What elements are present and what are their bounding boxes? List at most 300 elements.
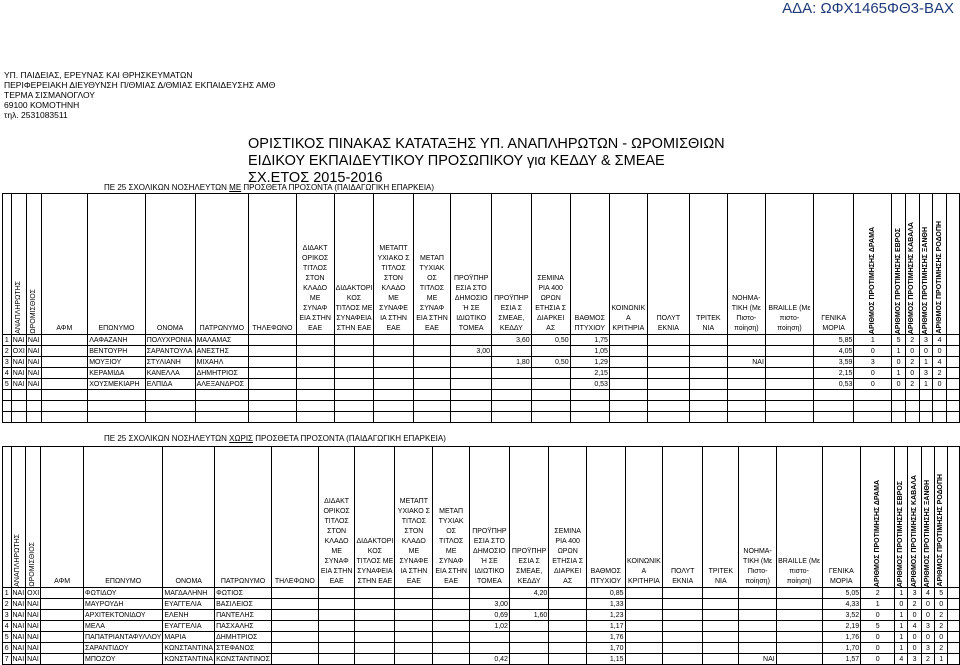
subtitle-prefix: ΠΕ 25 ΣΧΟΛΙΚΩΝ ΝΟΣΗΛΕΥΤΩΝ: [104, 183, 227, 192]
table-cell: [570, 390, 609, 401]
table-cell: [296, 412, 334, 423]
table-cell: [395, 621, 433, 632]
table-cell: [41, 621, 84, 632]
header-label: ΑΡΙΘΜΟΣ ΠΡΟΤΙΜΗΣΗΣ ΚΑΒΑΛΑ: [908, 221, 916, 334]
table-cell: ΝΑΙ: [12, 600, 25, 608]
table-cell: [625, 599, 663, 610]
header-anaplirotis: [11, 447, 26, 588]
table-row: [3, 346, 960, 357]
table-cell: 4: [895, 654, 908, 665]
table-cell: [933, 401, 947, 412]
table-cell: [892, 412, 906, 423]
table-cell: [413, 346, 451, 357]
address-line: ΠΕΡΙΦΕΡΕΙΑΚΗ ΔΙΕΥΘΥΝΣΗ Π/ΘΜΙΑΣ Δ/ΘΜΙΑΣ ΕΚΠΑΙΔΕΥΣΗΣ ΑΜΘ: [4, 80, 276, 90]
table-cell: 2: [921, 654, 934, 665]
table-cell: [271, 621, 318, 632]
table-cell: [145, 412, 195, 423]
table-cell: 3: [854, 357, 892, 368]
table-cell: [919, 390, 933, 401]
table-cell: [776, 610, 822, 621]
table-cell: [41, 610, 84, 621]
table-cell: ΝΑΙ: [27, 336, 40, 344]
table-cell: [271, 588, 318, 599]
table-cell: ΕΛΕΝΗ: [163, 610, 215, 621]
table-row: [3, 654, 960, 665]
table-cell: [374, 401, 413, 412]
table-cell: [413, 401, 451, 412]
header-c10: ΠΟΛΥΤ ΕΚΝΙΑ: [647, 194, 689, 335]
table-cell: [509, 632, 548, 643]
table-cell: [854, 412, 892, 423]
table-cell: 0: [921, 599, 934, 610]
table-cell: [41, 599, 84, 610]
table-cell: [854, 401, 892, 412]
table-cell: [813, 390, 853, 401]
table-cell: [334, 379, 374, 390]
table-cell: [334, 412, 374, 423]
table-cell: ΝΑΙ: [12, 622, 25, 630]
table-cell: [271, 610, 318, 621]
table-cell: 0,42: [469, 654, 509, 665]
table-cell: [413, 390, 451, 401]
table-cell: [509, 621, 548, 632]
table-cell: 0: [935, 599, 948, 610]
table-cell: 4: [933, 357, 947, 368]
table-cell: ΟΧΙ: [27, 589, 40, 597]
table-cell: ΝΑΙ: [27, 600, 39, 608]
blank-row: [3, 412, 960, 423]
table-cell: [689, 357, 727, 368]
table-cell: [355, 632, 395, 643]
header-c11: ΤΡΙΤΕΚ ΝΙΑ: [689, 194, 727, 335]
table-cell: ΝΑΙ: [12, 611, 25, 619]
table-cell: [776, 643, 822, 654]
table-cell: [355, 588, 395, 599]
table-cell: ΝΑΙ: [12, 589, 25, 597]
table-cell: [433, 599, 469, 610]
table-cell: 1,05: [570, 346, 609, 357]
table-cell: [739, 588, 776, 599]
table-cell: 3: [921, 643, 934, 654]
table-cell: [727, 346, 765, 357]
table-cell: 5: [3, 632, 12, 643]
table-cell: ΝΑΙ: [727, 357, 765, 368]
header-c3: ΜΕΤΑΠΤ ΥΧΙΑΚΟ Σ ΤΙΤΛΟΣ ΣΤΟΝ ΚΛΑΔΟ ΜΕ ΣΥΝΑΦΕ ΙΑ ΣΤΗΝ ΕΑΕ: [395, 447, 433, 588]
table-cell: ΒΕΝΤΟΥΡΗ: [88, 346, 146, 357]
table-cell: [663, 610, 703, 621]
section1-table: [2, 193, 960, 423]
header-label: ΩΡΟΜΙΣΘΙΟΣ: [29, 289, 37, 334]
header-c2: ΔΙΔΑΚΤΟΡΙ ΚΟΣ ΤΙΤΛΟΣ ΜΕ ΣΥΝΑΦΕΙΑ ΣΤΗΝ ΕΑΕ: [334, 194, 374, 335]
header-c7: ΣΕΜΙΝΑ ΡΙΑ 400 ΩΡΩΝ ΕΤΗΣΙΑ Σ ΔΙΑΡΚΕΙ ΑΣ: [549, 447, 587, 588]
table-cell: [549, 654, 587, 665]
table-cell: [509, 654, 548, 665]
table-cell: 2: [905, 379, 919, 390]
table-cell: ΝΑΙ: [12, 369, 25, 377]
table-cell: [625, 621, 663, 632]
header-label: ΑΡΙΘΜΟΣ ΠΡΟΤΙΜΗΣΗΣ ΔΡΑΜΑ: [873, 479, 881, 587]
table-cell: ΜΙΧΑΗΛ: [195, 357, 249, 368]
table-cell: [739, 599, 776, 610]
table-cell: [296, 379, 334, 390]
table-cell: [413, 357, 451, 368]
table-cell: [249, 401, 296, 412]
table-cell: 0: [933, 379, 947, 390]
table-cell: 0: [919, 346, 933, 357]
table-cell: [946, 390, 959, 401]
table-cell: [765, 335, 813, 346]
table-cell: 0: [861, 632, 895, 643]
table-cell: [727, 379, 765, 390]
table-cell: 2: [861, 588, 895, 599]
table-cell: 0: [861, 643, 895, 654]
table-cell: [946, 379, 959, 390]
table-cell: 3: [3, 357, 12, 368]
table-cell: [249, 335, 296, 346]
table-cell: ΣΑΡΑΝΤΙΔΟΥ: [84, 643, 163, 654]
table-cell: [948, 599, 960, 610]
table-cell: ΒΑΣΙΛΕΙΟΣ: [215, 599, 272, 610]
table-cell: 0: [892, 357, 906, 368]
table-cell: ΠΑΠΑΤΡΙΑΝΤΑΦΥΛΛΟΥ: [85, 633, 162, 641]
table-cell: ΚΑΝΕΛΛΑ: [145, 368, 195, 379]
table-cell: [647, 412, 689, 423]
table-cell: 1,33: [587, 599, 625, 610]
table-cell: [355, 621, 395, 632]
header-row: [3, 447, 960, 588]
table-cell: [625, 588, 663, 599]
header-p5: [933, 194, 947, 335]
table-cell: 0: [854, 379, 892, 390]
header-oromisthios: [26, 194, 41, 335]
header-c11: ΤΡΙΤΕΚ ΝΙΑ: [703, 447, 739, 588]
table-cell: 3,00: [469, 599, 509, 610]
table-cell: [318, 621, 355, 632]
header-label: ΑΡΙΘΜΟΣ ΠΡΟΤΙΜΗΣΗΣ ΔΡΑΜΑ: [868, 226, 876, 334]
table-cell: ΣΤΕΦΑΝΟΣ: [215, 643, 272, 654]
table-cell: [451, 390, 492, 401]
table-cell: [469, 632, 509, 643]
table-cell: ΑΡΧΙΤΕΚΤΟΝΙΔΟΥ: [84, 610, 163, 621]
table-cell: 1,76: [822, 632, 861, 643]
table-cell: [26, 390, 41, 401]
table-cell: [946, 368, 959, 379]
table-cell: 2: [905, 357, 919, 368]
table-cell: [933, 390, 947, 401]
table-cell: ΝΑΙ: [27, 611, 39, 619]
table-cell: [689, 346, 727, 357]
header-p1: [854, 194, 892, 335]
table-cell: [271, 632, 318, 643]
table-cell: [948, 621, 960, 632]
table-cell: [334, 390, 374, 401]
header-c5: ΠΡΟΫΠΗΡ ΕΣΙΑ ΣΤΟ ΔΗΜΟΣΙΟ Ή ΣΕ ΙΔΙΩΤΙΚΟ ΤΟΜΕΑ: [451, 194, 492, 335]
table-cell: [249, 379, 296, 390]
table-cell: [413, 379, 451, 390]
table-cell: [813, 412, 853, 423]
table-cell: ΝΑΙ: [27, 622, 39, 630]
table-cell: ΝΑΙ: [12, 655, 25, 663]
header-c5: ΠΡΟΫΠΗΡ ΕΣΙΑ ΣΤΟ ΔΗΜΟΣΙΟ Ή ΣΕ ΙΔΙΩΤΙΚΟ ΤΟΜΕΑ: [469, 447, 509, 588]
table-cell: ΝΑΙ: [27, 369, 40, 377]
table-cell: [647, 379, 689, 390]
table-cell: [3, 390, 12, 401]
table-cell: [3, 401, 12, 412]
table-cell: [647, 390, 689, 401]
table-cell: [689, 368, 727, 379]
table-cell: [334, 346, 374, 357]
table-cell: [271, 654, 318, 665]
table-cell: ΕΥΑΓΓΕΛΙΑ: [163, 599, 215, 610]
table-cell: [727, 412, 765, 423]
table-cell: 5: [861, 621, 895, 632]
table-cell: [88, 412, 146, 423]
table-cell: 1,60: [509, 610, 548, 621]
table-cell: [374, 390, 413, 401]
table-cell: [609, 346, 647, 357]
table-cell: 0: [895, 599, 908, 610]
table-cell: ΠΑΝΤΕΛΗΣ: [215, 610, 272, 621]
table-cell: ΦΩΤΙΟΣ: [215, 588, 272, 599]
table-cell: ΦΩΤΙΔΟΥ: [84, 588, 163, 599]
table-cell: [88, 390, 146, 401]
table-cell: [355, 610, 395, 621]
table-cell: [451, 379, 492, 390]
subtitle-mid: ΜΕ: [229, 183, 242, 192]
table-cell: [11, 401, 26, 412]
table-cell: ΚΕΡΑΜΙΔΑ: [88, 368, 146, 379]
table-cell: [570, 412, 609, 423]
table-cell: [765, 357, 813, 368]
table-cell: 2: [935, 643, 948, 654]
subtitle-suffix: ΠΡΟΣΘΕΤΑ ΠΡΟΣΟΝΤΑ (ΠΑΙΔΑΓΩΓΙΚΗ ΕΠΑΡΚΕΙΑ): [255, 434, 446, 443]
table-cell: [647, 346, 689, 357]
table-cell: 0: [854, 368, 892, 379]
header-c12: ΝΟΗΜΑ- ΤΙΚΗ (Με Πιστο- ποίηση): [727, 194, 765, 335]
table-cell: [26, 401, 41, 412]
table-cell: [946, 335, 959, 346]
table-cell: 1,23: [587, 610, 625, 621]
table-cell: ΔΗΜΗΤΡΙΟΣ: [195, 368, 249, 379]
table-cell: 0: [921, 610, 934, 621]
table-cell: ΜΠΟΖΟΥ: [84, 654, 163, 665]
table-cell: 1,70: [587, 643, 625, 654]
header-anaplirotis: [11, 194, 26, 335]
document-title: [248, 136, 725, 187]
table-cell: [739, 610, 776, 621]
table-cell: ΜΑΡΙΑ: [163, 632, 215, 643]
table-cell: ΝΑΙ: [12, 358, 25, 366]
table-cell: [509, 643, 548, 654]
table-cell: [531, 346, 570, 357]
table-cell: [318, 588, 355, 599]
address-line: ΥΠ. ΠΑΙΔΕΙΑΣ, ΕΡΕΥΝΑΣ ΚΑΙ ΘΡΗΣΚΕΥΜΑΤΩΝ: [4, 70, 193, 80]
table-cell: 1: [892, 346, 906, 357]
table-cell: 0: [933, 346, 947, 357]
table-cell: 2,19: [822, 621, 861, 632]
table-cell: 1: [3, 335, 12, 346]
table-cell: 1: [895, 610, 908, 621]
table-cell: 4: [3, 621, 12, 632]
table-cell: [318, 599, 355, 610]
table-cell: [703, 610, 739, 621]
table-cell: [625, 610, 663, 621]
table-cell: ΜΟΥΞΙΟΥ: [88, 357, 146, 368]
table-cell: 1: [895, 643, 908, 654]
table-row: [3, 632, 960, 643]
table-cell: [549, 599, 587, 610]
header-row: [3, 194, 960, 335]
table-cell: ΜΑΥΡΟΥΔΗ: [84, 599, 163, 610]
table-cell: 1: [861, 599, 895, 610]
table-cell: ΝΑΙ: [27, 644, 39, 652]
table-cell: [271, 643, 318, 654]
header-label: ΑΡΙΘΜΟΣ ΠΡΟΤΙΜΗΣΗΣ ΡΟΔΟΠΗ: [935, 221, 943, 334]
title-line-1: ΟΡΙΣΤΙΚΟΣ ΠΙΝΑΚΑΣ ΚΑΤΑΤΑΞΗΣ ΥΠ. ΑΝΑΠΛΗΡΩΤΩΝ - ΩΡΟΜΙΣΘΙΩΝ: [248, 136, 725, 152]
table-cell: [195, 412, 249, 423]
table-cell: [647, 368, 689, 379]
table-row: [3, 379, 960, 390]
table-cell: 2: [3, 346, 12, 357]
table-cell: [249, 357, 296, 368]
table-cell: [395, 632, 433, 643]
header-c13: BRAILLE (Με πιστο- ποίηση): [776, 447, 822, 588]
table-cell: [905, 390, 919, 401]
header-label: ΑΝΑΠΛΗΡΩΤΗΣ: [14, 281, 22, 334]
table-cell: 4,20: [509, 588, 548, 599]
table-row: [3, 357, 960, 368]
header-c8: ΒΑΘΜΟΣ ΠΤΥΧΙΟΥ: [570, 194, 609, 335]
table-row: [3, 588, 960, 599]
header-label: ΑΡΙΘΜΟΣ ΠΡΟΤΙΜΗΣΗΣ ΞΑΝΘΗ: [923, 479, 931, 587]
table-cell: [609, 357, 647, 368]
table-cell: [195, 401, 249, 412]
table-cell: [3, 412, 12, 423]
header-c8: ΒΑΘΜΟΣ ΠΤΥΧΙΟΥ: [587, 447, 625, 588]
table-cell: 3: [3, 610, 12, 621]
table-cell: 0: [908, 610, 921, 621]
table-cell: [531, 379, 570, 390]
table-cell: [946, 346, 959, 357]
header-afm: ΑΦΜ: [41, 194, 88, 335]
table-cell: [609, 379, 647, 390]
table-cell: 4,05: [813, 346, 853, 357]
table-cell: [41, 643, 84, 654]
table-cell: [374, 379, 413, 390]
table-cell: ΝΑΙ: [27, 347, 40, 355]
header-tilefono: ΤΗΛΕΦΩΝΟ: [271, 447, 318, 588]
table-cell: ΜΑΛΑΜΑΣ: [195, 335, 249, 346]
subtitle-mid: ΧΩΡΙΣ: [229, 434, 253, 443]
header-label: ΑΡΙΘΜΟΣ ΠΡΟΤΙΜΗΣΗΣ ΞΑΝΘΗ: [921, 226, 929, 334]
table-cell: 3,00: [451, 346, 492, 357]
table-cell: 1,02: [469, 621, 509, 632]
table-cell: [919, 401, 933, 412]
table-cell: [625, 632, 663, 643]
table-cell: [625, 654, 663, 665]
table-cell: 5: [3, 379, 12, 390]
header-afm: ΑΦΜ: [41, 447, 84, 588]
table-cell: [374, 368, 413, 379]
table-cell: 1: [3, 588, 12, 599]
header-c13: BRAILLE (Με πιστο- ποίηση): [765, 194, 813, 335]
table-cell: [703, 588, 739, 599]
header-c10: ΠΟΛΥΤ ΕΚΝΙΑ: [663, 447, 703, 588]
table-cell: ΣΑΡΑΝΤΟΥΛΑ: [145, 346, 195, 357]
table-cell: [433, 588, 469, 599]
table-cell: [689, 379, 727, 390]
ada-label: ΑΔΑ: ΩΦΧ1465ΦΘ3-ΒΑΧ: [782, 0, 954, 17]
table-cell: ΜΕΛΑ: [84, 621, 163, 632]
table-cell: [776, 654, 822, 665]
header-c14: ΓΕΝΙΚΑ ΜΟΡΙΑ: [822, 447, 861, 588]
table-cell: 1: [892, 368, 906, 379]
table-cell: [491, 412, 531, 423]
table-cell: [703, 654, 739, 665]
table-cell: 1: [854, 335, 892, 346]
table-cell: [395, 654, 433, 665]
table-cell: [727, 335, 765, 346]
table-cell: [296, 368, 334, 379]
header-c1: ΔΙΔΑΚΤ ΟΡΙΚΟΣ ΤΙΤΛΟΣ ΣΤΟΝ ΚΛΑΔΟ ΜΕ ΣΥΝΑΦ ΕΙΑ ΣΤΗΝ ΕΑΕ: [296, 194, 334, 335]
table-cell: [765, 412, 813, 423]
table-cell: 0,53: [570, 379, 609, 390]
header-c6: ΠΡΟΫΠΗΡ ΕΣΙΑ Σ ΣΜΕΑΕ, ΚΕΔΔΥ: [509, 447, 548, 588]
table-cell: [739, 632, 776, 643]
table-cell: ΑΝΕΣΤΗΣ: [195, 346, 249, 357]
table-cell: [413, 335, 451, 346]
table-cell: [765, 379, 813, 390]
header-label: ΑΝΑΠΛΗΡΩΤΗΣ: [14, 534, 22, 587]
table-cell: 2: [935, 610, 948, 621]
table-cell: [374, 346, 413, 357]
table-cell: ΝΑΙ: [27, 380, 40, 388]
header-c9: ΚΟΙΝΩΝΙΚ Α ΚΡΙΤΗΡΙΑ: [625, 447, 663, 588]
table-cell: 0: [908, 643, 921, 654]
table-cell: [948, 654, 960, 665]
table-cell: 2: [933, 368, 947, 379]
table-cell: 3,59: [813, 357, 853, 368]
table-cell: [395, 610, 433, 621]
table-cell: 1: [919, 357, 933, 368]
table-cell: 5: [935, 588, 948, 599]
table-cell: 0: [854, 346, 892, 357]
table-cell: [727, 390, 765, 401]
table-cell: 0,50: [531, 335, 570, 346]
table-cell: 3: [919, 335, 933, 346]
table-cell: [946, 412, 959, 423]
table-cell: [11, 412, 26, 423]
table-cell: ΝΑΙ: [12, 644, 25, 652]
table-cell: [433, 654, 469, 665]
table-cell: [395, 599, 433, 610]
table-cell: 4: [908, 621, 921, 632]
section1-subtitle: [104, 183, 434, 192]
table-cell: [41, 588, 84, 599]
table-cell: 0: [935, 632, 948, 643]
table-cell: [509, 599, 548, 610]
table-cell: [703, 621, 739, 632]
table-cell: [433, 643, 469, 654]
table-cell: [395, 588, 433, 599]
table-cell: [334, 368, 374, 379]
table-cell: [663, 599, 703, 610]
table-cell: [451, 368, 492, 379]
table-cell: 1,80: [491, 357, 531, 368]
header-eponymo: ΕΠΩΝΥΜΟ: [84, 447, 163, 588]
table-cell: [531, 412, 570, 423]
table-cell: ΔΗΜΗΤΡΙΟΣ: [215, 632, 272, 643]
